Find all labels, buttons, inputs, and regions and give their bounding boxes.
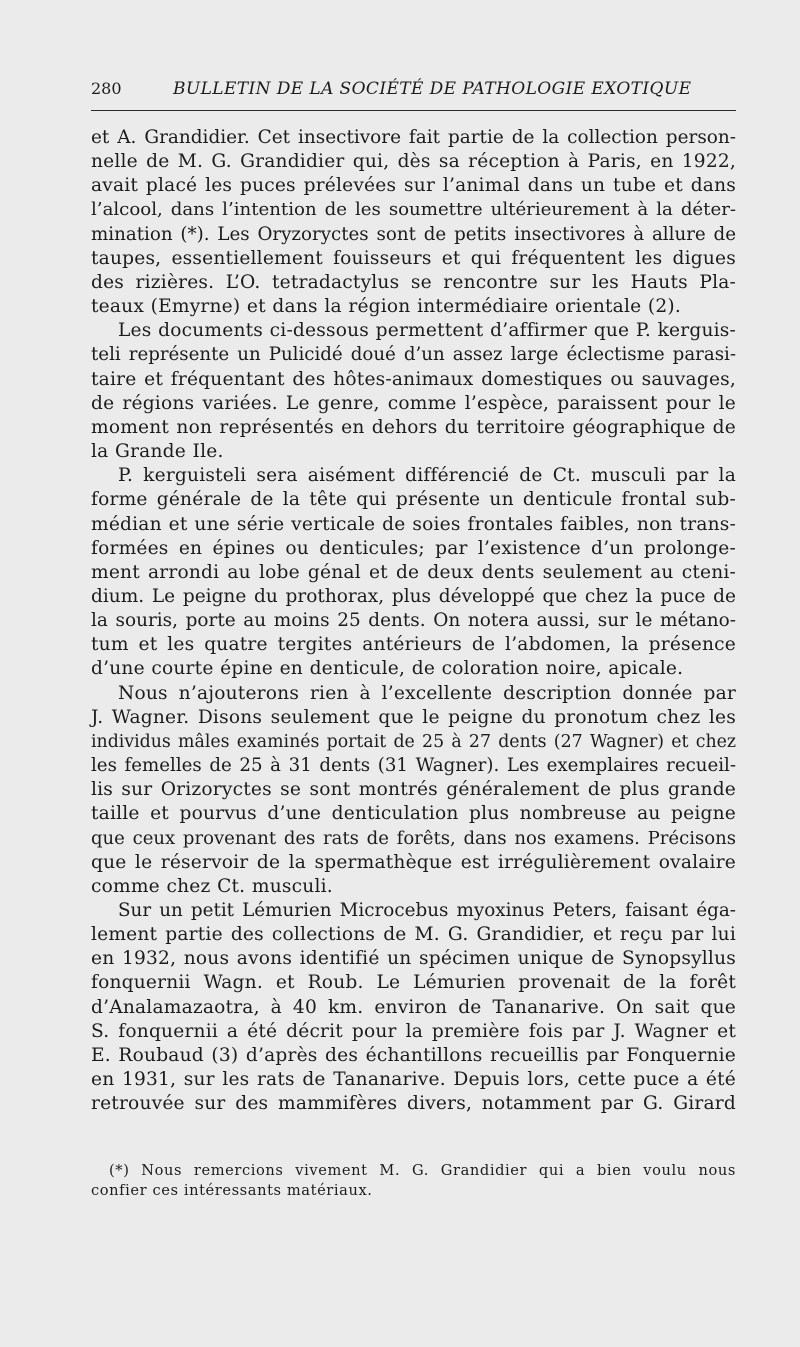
journal-title: BULLETIN DE LA SOCIÉTÉ DE PATHOLOGIE EXOTIQUE bbox=[173, 79, 692, 99]
text-line: nelle de M. G. Grandidier qui, dès sa réception à Paris, en 1922, bbox=[91, 151, 736, 173]
text-line: et A. Grandidier. Cet insectivore fait partie de la collection person- bbox=[91, 127, 736, 148]
text-line: forme générale de la tête qui présente un denticule frontal sub- bbox=[91, 489, 736, 511]
text-line: individus mâles examinés portait de 25 à 27 dents (27 Wagner) et chez bbox=[91, 731, 736, 752]
footnote-line: (*) Nous remercions vivement M. G. Grandidier qui a bien voulu nous bbox=[109, 1162, 736, 1179]
text-line: lis sur Orizoryctes se sont montrés généralement de plus grande bbox=[91, 779, 736, 801]
text-line: Les documents ci-dessous permettent d’affirmer que P. kerguis- bbox=[118, 320, 736, 342]
article-body bbox=[91, 126, 736, 1116]
footnote-line: confier ces intéressants matériaux. bbox=[91, 1182, 373, 1199]
text-line: taire et fréquentant des hôtes-animaux domestiques ou sauvages, bbox=[91, 368, 736, 390]
text-line: retrouvée sur des mammifères divers, notamment par G. Girard bbox=[91, 1093, 736, 1115]
paragraph bbox=[91, 682, 736, 899]
text-line: mination (*). Les Oryzoryctes sont de petits insectivores à allure de bbox=[91, 223, 736, 245]
text-line: médian et une série verticale de soies frontales faibles, non trans- bbox=[91, 513, 736, 535]
text-line: en 1932, nous avons identifié un spécimen unique de Synopsyllus bbox=[91, 948, 736, 970]
text-line: teaux (Emyrne) et dans la région intermédiaire orientale (2). bbox=[91, 296, 681, 318]
text-line: que ceux provenant des rats de forêts, dans nos examens. Précisons bbox=[91, 827, 736, 849]
text-line: avait placé les puces prélevées sur l’animal dans un tube et dans bbox=[91, 175, 736, 197]
text-line: taupes, essentiellement fouisseurs et qui fréquentent les digues bbox=[91, 247, 736, 269]
text-line: lement partie des collections de M. G. Grandidier, et reçu par lui bbox=[91, 924, 736, 946]
paragraph bbox=[91, 899, 736, 1116]
text-line: les femelles de 25 à 31 dents (31 Wagner). Les exemplaires recueil- bbox=[91, 755, 736, 777]
text-line: S. fonquernii a été décrit pour la première fois par J. Wagner et bbox=[91, 1020, 736, 1042]
text-line: comme chez Ct. musculi. bbox=[91, 875, 333, 897]
text-line: d’Analamazaotra, à 40 km. environ de Tananarive. On sait que bbox=[91, 996, 736, 1018]
header-rule bbox=[91, 110, 736, 111]
text-line: que le réservoir de la spermathèque est irrégulièrement ovalaire bbox=[91, 851, 736, 873]
footnote bbox=[91, 1161, 736, 1201]
paragraph bbox=[91, 126, 736, 319]
text-line: teli représente un Pulicidé doué d’un assez large éclectisme parasi- bbox=[91, 344, 736, 366]
paragraph bbox=[91, 319, 736, 464]
text-line: E. Roubaud (3) d’après des échantillons recueillis par Fonquernie bbox=[91, 1044, 736, 1066]
text-line: J. Wagner. Disons seulement que le peigne du pronotum chez les bbox=[91, 706, 736, 728]
text-line: la Grande Ile. bbox=[91, 441, 224, 463]
text-line: taille et pourvus d’une denticulation plus nombreuse au peigne bbox=[91, 803, 736, 825]
text-line: l’alcool, dans l’intention de les soumettre ultérieurement à la déter- bbox=[91, 199, 736, 221]
text-line: ment arrondi au lobe génal et de deux dents seulement au cteni- bbox=[91, 561, 736, 583]
text-line: Sur un petit Lémurien Microcebus myoxinus Peters, faisant éga- bbox=[118, 900, 736, 921]
text-line: la souris, porte au moins 25 dents. On notera aussi, sur le métano- bbox=[91, 610, 736, 632]
text-line: en 1931, sur les rats de Tananarive. Depuis lors, cette puce a été bbox=[91, 1069, 736, 1091]
running-head bbox=[91, 78, 736, 100]
text-line: des rizières. L’O. tetradactylus se rencontre sur les Hauts Pla- bbox=[91, 271, 736, 293]
text-line: fonquernii Wagn. et Roub. Le Lémurien provenait de la forêt bbox=[91, 972, 736, 994]
page-number: 280 bbox=[91, 79, 122, 98]
text-line: P. kerguisteli sera aisément différencié de Ct. musculi par la bbox=[118, 465, 736, 487]
text-line: formées en épines ou denticules; par l’existence d’un prolonge- bbox=[91, 537, 736, 559]
text-line: tum et les quatre tergites antérieurs de l’abdomen, la présence bbox=[91, 634, 736, 656]
text-line: de régions variées. Le genre, comme l’espèce, paraissent pour le bbox=[91, 392, 736, 414]
text-line: dium. Le peigne du prothorax, plus développé que chez la puce de bbox=[91, 585, 736, 607]
text-line: moment non représentés en dehors du territoire géographique de bbox=[91, 416, 736, 438]
text-line: Nous n’ajouterons rien à l’excellente description donnée par bbox=[118, 682, 736, 704]
paragraph bbox=[91, 464, 736, 681]
text-line: d’une courte épine en denticule, de coloration noire, apicale. bbox=[91, 658, 684, 680]
